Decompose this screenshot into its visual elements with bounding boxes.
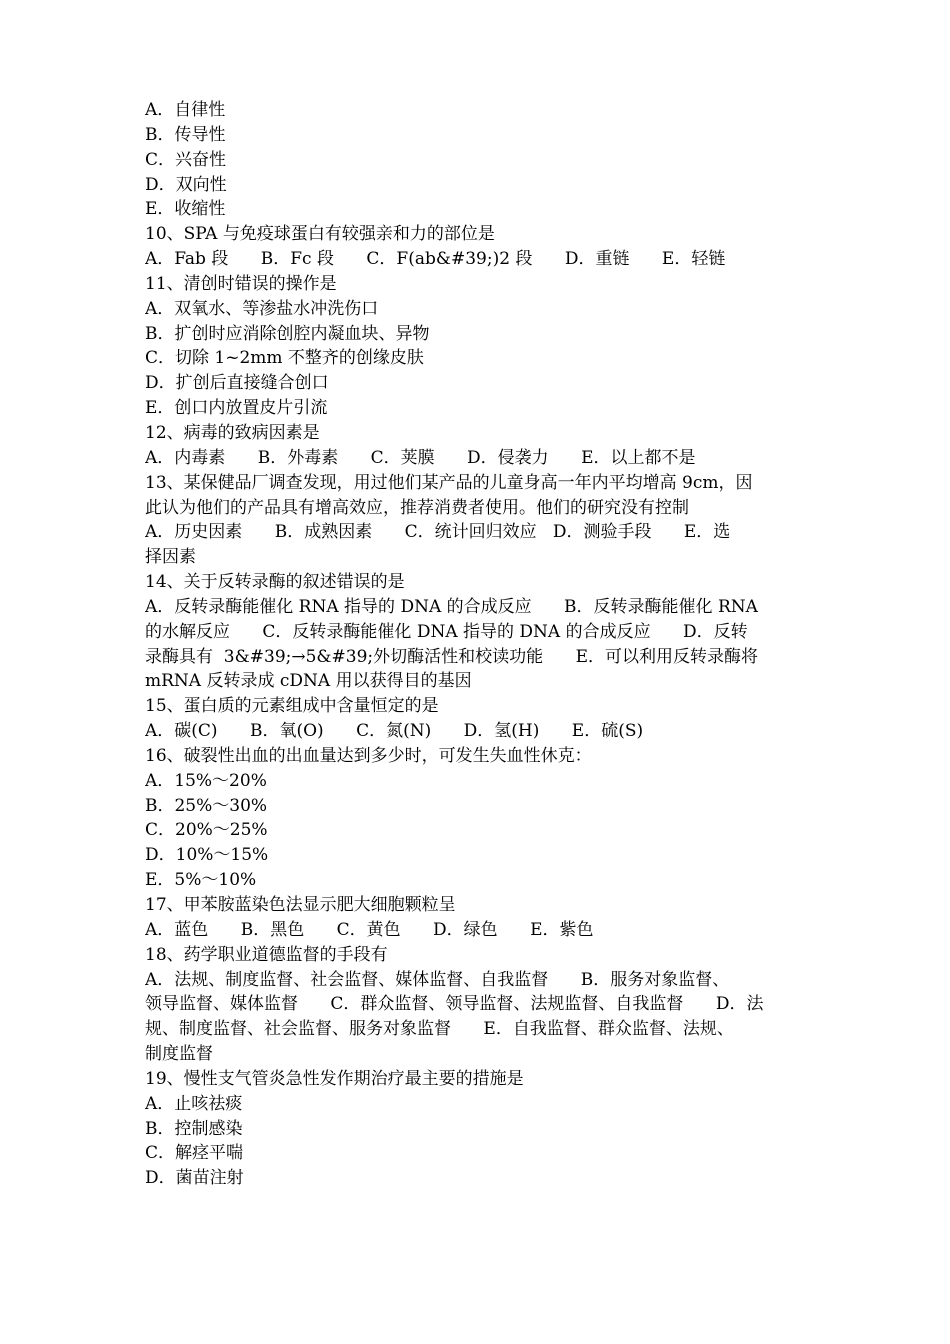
text-line: B．25%～30%	[145, 795, 268, 816]
text-line: A．自律性	[145, 100, 226, 120]
text-line: A．止咳祛痰	[145, 1093, 243, 1114]
text-line: A．15%～20%	[145, 770, 267, 791]
text-line: A．蓝色 B．黑色 C．黄色 D．绿色 E．紫色	[145, 919, 594, 940]
text-line: A．内毒素 B．外毒素 C．荚膜 D．侵袭力 E．以上都不是	[145, 447, 696, 468]
text-line: A．法规、制度监督、社会监督、媒体监督、自我监督 B．服务对象监督、	[145, 969, 730, 990]
text-line: 的水解反应 C．反转录酶能催化 DNA 指导的 DNA 的合成反应 D．反转	[145, 621, 748, 642]
text-line: C．切除 1~2mm 不整齐的创缘皮肤	[145, 348, 424, 369]
text-line: 择因素	[145, 547, 196, 568]
text-line: 制度监督	[145, 1044, 213, 1065]
text-line: D．双向性	[145, 174, 227, 195]
text-line: B．控制感染	[145, 1118, 243, 1139]
text-line: C．兴奋性	[145, 149, 227, 170]
text-line: D．菌苗注射	[145, 1168, 244, 1189]
question-13: 13、某保健品厂调查发现，用过他们某产品的儿童身高一年内平均增高 9cm，因	[145, 472, 753, 493]
document-body	[145, 98, 810, 1191]
text-line: D．扩创后直接缝合创口	[145, 373, 329, 394]
text-line: A．历史因素 B．成熟因素 C．统计回归效应 D．测验手段 E．选	[145, 522, 731, 543]
question-10: 10、SPA 与免疫球蛋白有较强亲和力的部位是	[145, 224, 495, 245]
text-line: E．收缩性	[145, 199, 226, 220]
text-line: 领导监督、媒体监督 C．群众监督、领导监督、法规监督、自我监督 D．法	[145, 994, 764, 1015]
text-line: B．扩创时应消除创腔内凝血块、异物	[145, 323, 430, 344]
question-12: 12、病毒的致病因素是	[145, 422, 320, 443]
text-line: C．20%～25%	[145, 820, 268, 841]
text-line: A．碳(C) B．氧(O) C．氮(N) D．氢(H) E．硫(S)	[145, 721, 644, 742]
question-17: 17、甲苯胺蓝染色法显示肥大细胞颗粒呈	[145, 895, 456, 915]
text-line: mRNA 反转录成 cDNA 用以获得目的基因	[145, 671, 472, 692]
question-16: 16、破裂性出血的出血量达到多少时，可发生失血性休克：	[145, 745, 592, 766]
question-14: 14、关于反转录酶的叙述错误的是	[145, 572, 405, 593]
question-18: 18、药学职业道德监督的手段有	[145, 944, 388, 965]
question-19: 19、慢性支气管炎急性发作期治疗最主要的措施是	[145, 1068, 524, 1089]
text-line: E．5%～10%	[145, 870, 257, 891]
text-line: C．解痉平喘	[145, 1143, 244, 1164]
text-line: A．双氧水、等渗盐水冲洗伤口	[145, 298, 379, 319]
text-line: A．反转录酶能催化 RNA 指导的 DNA 的合成反应 B．反转录酶能催化 RNA	[145, 596, 758, 617]
text-line: A．Fab 段 B．Fc 段 C．F(ab&#39;)2 段 D．重链 E．轻链	[145, 249, 726, 270]
text-line: 录酶具有 3&#39;→5&#39;外切酶活性和校读功能 E．可以利用反转录酶将	[145, 646, 758, 667]
question-15: 15、蛋白质的元素组成中含量恒定的是	[145, 696, 439, 717]
question-11: 11、清创时错误的操作是	[145, 273, 337, 294]
text-line: B．传导性	[145, 124, 226, 145]
text-line: D．10%～15%	[145, 845, 269, 866]
text-line: 此认为他们的产品具有增高效应，推荐消费者使用。他们的研究没有控制	[145, 497, 689, 518]
text-line: E．创口内放置皮片引流	[145, 398, 328, 419]
text-line: 规、制度监督、社会监督、服务对象监督 E．自我监督、群众监督、法规、	[145, 1019, 734, 1040]
